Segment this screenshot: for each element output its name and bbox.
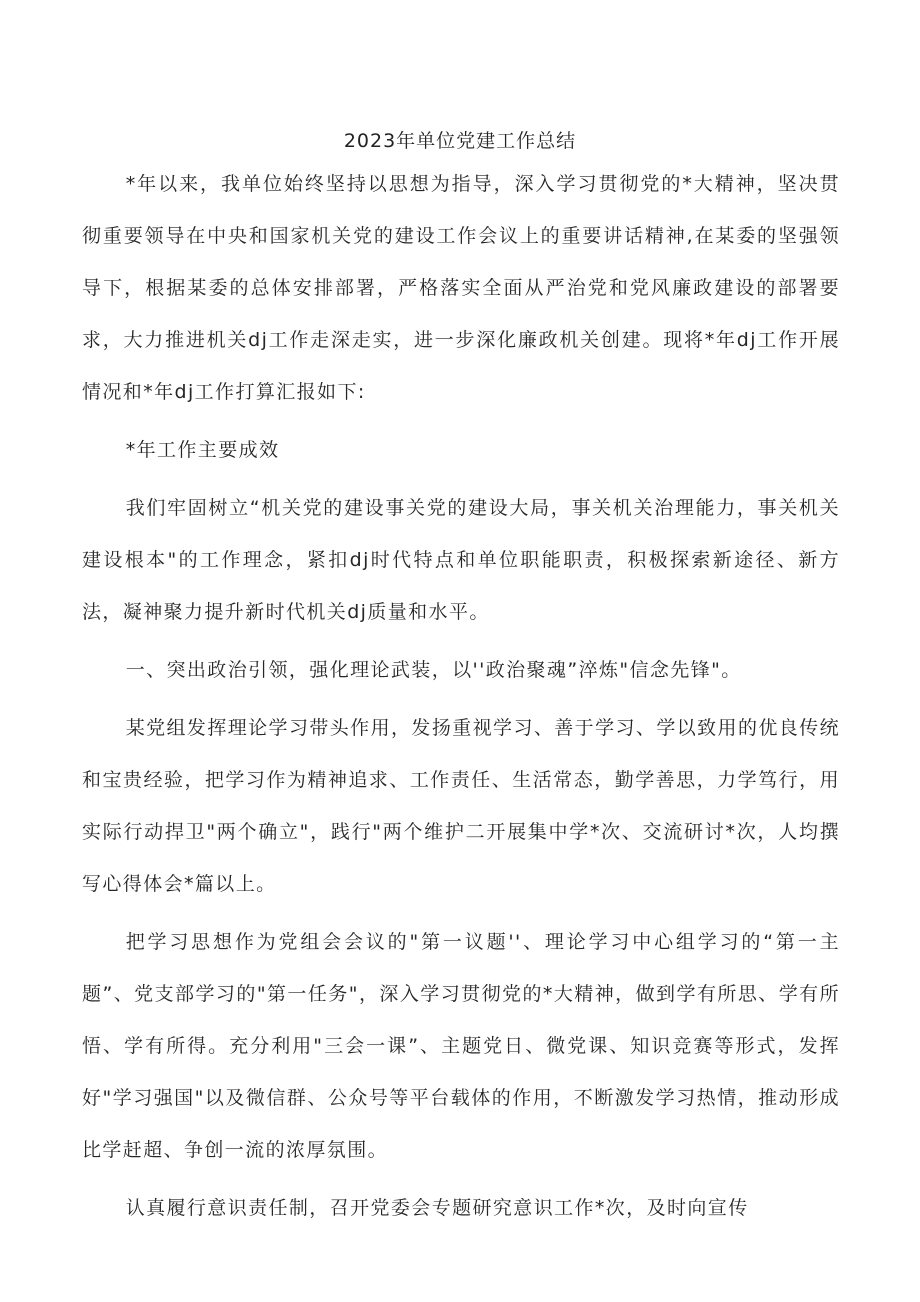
paragraph-intro: *年以来，我单位始终坚持以思想为指导，深入学习贯彻党的*大精神，坚决贯彻重要领导在中央和国家机关党的建设工作会议上的重要讲话精神,在某委的坚强领导下，根据某委的总体安排部署，严格落实全面从严治党和党风廉政建设的部署要求，大力推进机关dj工作走深走实，进一步深化廉政机关创建。现将*年dj工作开展情况和*年dj工作打算汇报如下:: [82, 173, 840, 403]
paragraph-theory-study: 某党组发挥理论学习带头作用，发扬重视学习、善于学习、学以致用的优良传统和宝贵经验，把学习作为精神追求、工作责任、生活常态，勤学善思，力学笃行，用实际行动捍卫"两个确立"，践行"两个维护二开展集中学*次、交流研讨*次，人均撰写心得体会*篇以上。: [82, 717, 840, 895]
paragraph-first-agenda: 把学习思想作为党组会会议的"第一议题''、理论学习中心组学习的“第一主题”、党支部学习的"第一任务"，深入学习贯彻党的*大精神，做到学有所思、学有所悟、学有所得。充分利用"三会一课”、主题党日、微党课、知识竞赛等形式，发挥好"学习强国"以及微信群、公众号等平台载体的作用，不断激发学习热情，推动形成比学赶超、争创一流的浓厚氛围。: [82, 931, 840, 1161]
document-body: [82, 158, 840, 1234]
section-heading-achievements: *年工作主要成效: [125, 439, 280, 461]
document-title: 2023年单位党建工作总结: [343, 130, 577, 152]
paragraph-ideology-responsibility: 认真履行意识责任制，召开党委会专题研究意识工作*次，及时向宣传: [125, 1197, 749, 1219]
paragraph-concept: 我们牢固树立“机关党的建设事关党的建设大局，事关机关治理能力，事关机关建设根本"的工作理念，紧扣dj时代特点和单位职能职责，积极探索新途径、新方法，凝神聚力提升新时代机关dj质量和水平。: [82, 497, 840, 623]
section-heading-political-guidance: 一、突出政治引领，强化理论武装，以''政治聚魂”淬炼"信念先锋"。: [125, 659, 742, 681]
